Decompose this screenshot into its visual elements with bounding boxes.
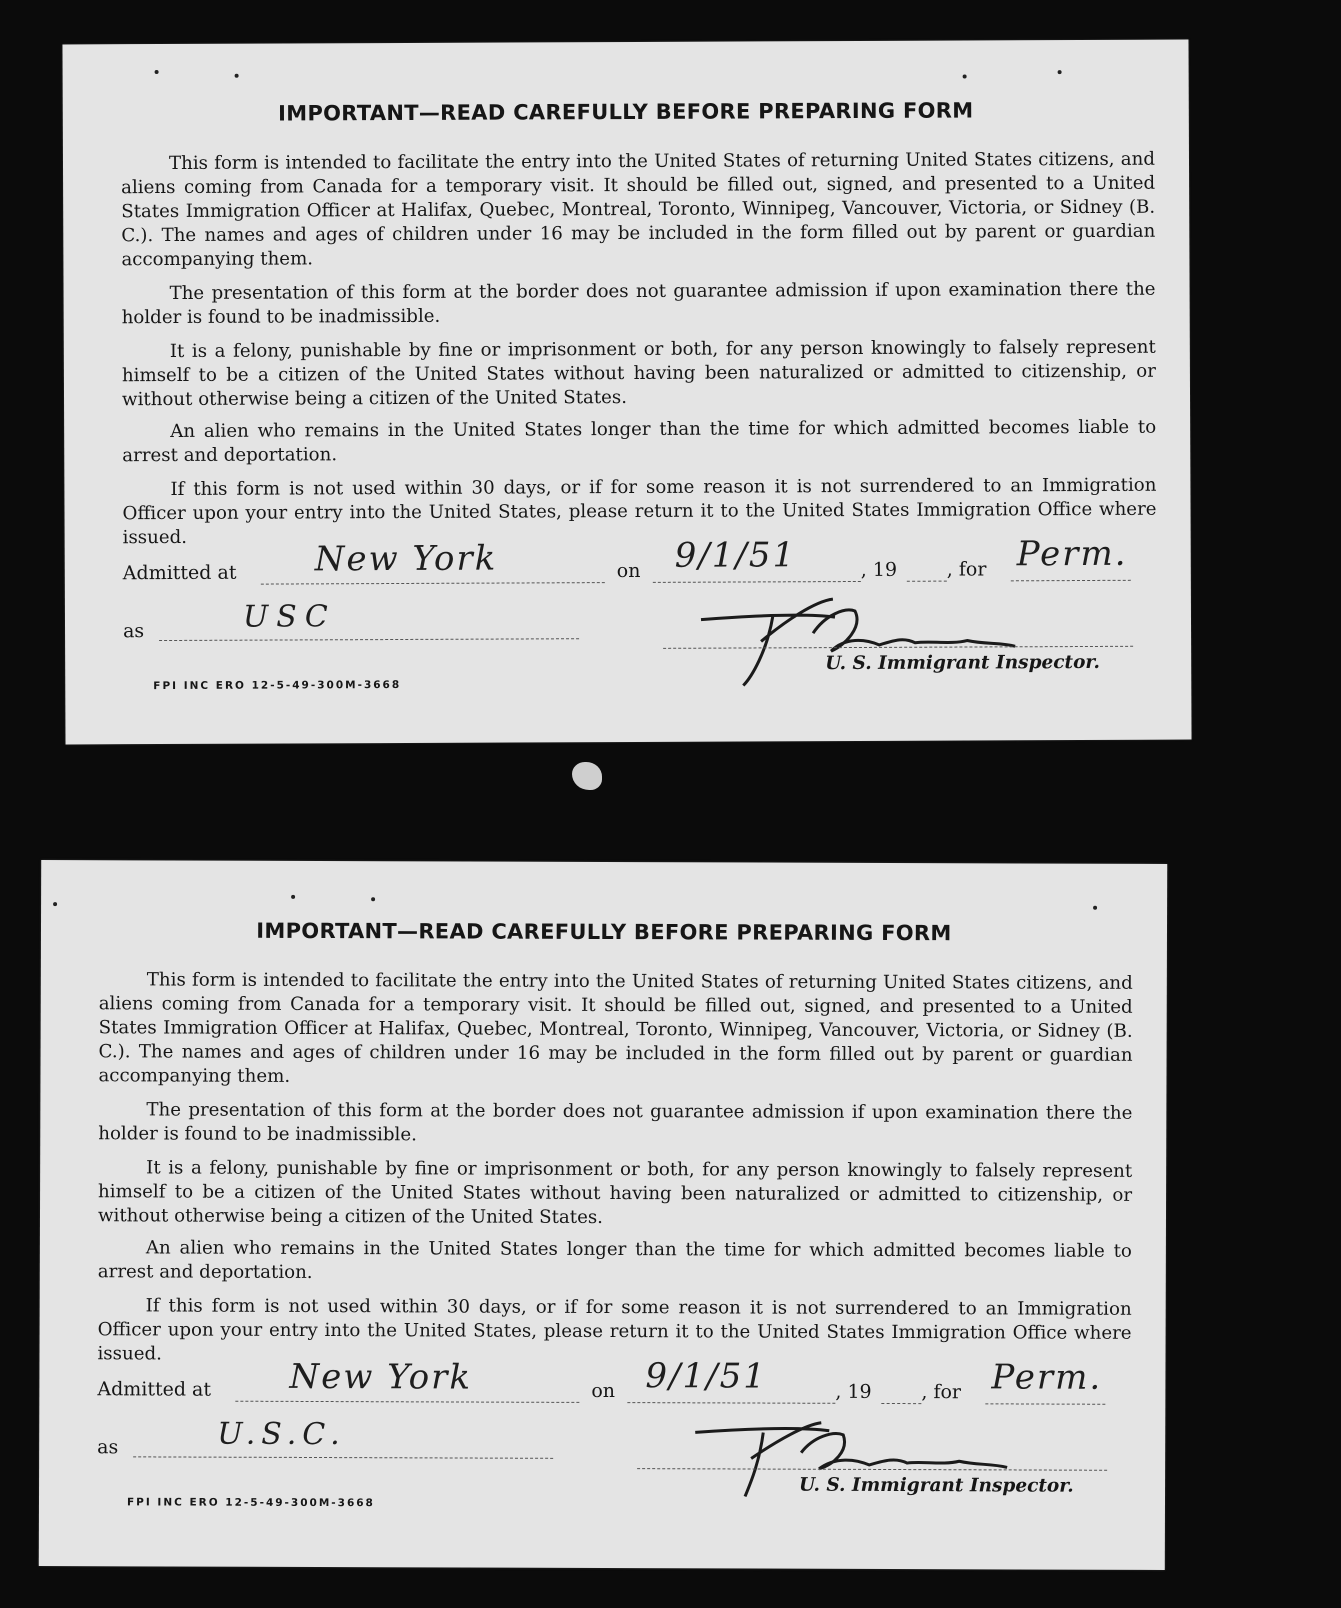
instruction-paragraph-2: The presentation of this form at the border does not guarantee admission if upon examination there the holder is found to be inadmissible. xyxy=(98,1099,1133,1146)
instruction-paragraph-4: An alien who remains in the United States longer than the time for which admitted becomes liable to arrest and deportation. xyxy=(122,416,1157,467)
admitted-at-line xyxy=(261,582,605,585)
admitted-at-label: Admitted at xyxy=(122,561,237,585)
on-label: on xyxy=(616,559,641,583)
handwritten-status: U.S.C. xyxy=(217,1416,346,1453)
instruction-paragraph-5: If this form is not used within 30 days, or if for some reason it is not surrendered to an Immigration Officer upon your entry into the United States, please return it to the United States Immigration Office where issued. xyxy=(97,1295,1132,1365)
admitted-at-label: Admitted at xyxy=(97,1378,212,1401)
instruction-paragraph-1: This form is intended to facilitate the entry into the United States of returning United States citizens, and aliens coming from Canada for a temporary visit. It should be filled out, signed, and presented to a United States Immigration Officer at Halifax, Quebec, Montreal, Toronto, Winnipeg, Vancouver, Victoria, or Sidney (B. C.). The names and ages of children under 16 may be included in the form filled out by parent or guardian accompanying them. xyxy=(98,969,1133,1087)
paper-fragment xyxy=(572,762,602,790)
as-label: as xyxy=(97,1436,119,1459)
handwritten-date: 9/1/51 xyxy=(674,535,797,576)
form-number: FPI INC ERO 12-5-49-300M-3668 xyxy=(126,1496,375,1510)
for-label: , for xyxy=(921,1381,962,1404)
handwritten-status: USC xyxy=(242,599,336,635)
form-number: FPI INC ERO 12-5-49-300M-3668 xyxy=(153,678,402,693)
handwritten-date: 9/1/51 xyxy=(645,1356,767,1397)
year-label: , 19 xyxy=(835,1380,872,1403)
instruction-paragraph-4: An alien who remains in the United States longer than the time for which admitted becomes liable to arrest and deportation. xyxy=(97,1237,1132,1283)
on-label: on xyxy=(591,1379,616,1403)
form-title: IMPORTANT—READ CAREFULLY BEFORE PREPARING FORM xyxy=(256,918,952,946)
handwritten-place: New York xyxy=(289,1356,473,1398)
inspector-signature xyxy=(689,1402,1049,1513)
handwritten-purpose: Perm. xyxy=(991,1357,1103,1398)
instruction-paragraph-1: This form is intended to facilitate the entry into the United States of returning United States citizens, and aliens coming from Canada for a temporary visit. It should be filled out, signed, and presented to a United States Immigration Officer at Halifax, Quebec, Montreal, Toronto, Winnipeg, Vancouver, Victoria, or Sidney (B. C.). The names and ages of children under 16 may be included in the form filled out by parent or guardian accompanying them. xyxy=(121,148,1156,271)
instruction-paragraph-3: It is a felony, punishable by fine or imprisonment or both, for any person knowingly to falsely represent himself to be a citizen of the United States without having been naturalized or admitted to citizenship, or without otherwise being a citizen of the United States. xyxy=(97,1157,1133,1228)
inspector-signature xyxy=(695,580,1055,692)
admission-form-card-1 xyxy=(62,40,1191,745)
handwritten-place: New York xyxy=(314,538,498,580)
inspector-label: U. S. Immigrant Inspector. xyxy=(825,651,1100,675)
admitted-at-line xyxy=(235,1401,579,1403)
form-title: IMPORTANT—READ CAREFULLY BEFORE PREPARING FORM xyxy=(278,98,974,126)
instruction-paragraph-3: It is a felony, punishable by fine or imprisonment or both, for any person knowingly to falsely represent himself to be a citizen of the United States without having been naturalized or admitted to citizenship, or without otherwise being a citizen of the United States. xyxy=(121,336,1156,411)
inspector-label: U. S. Immigrant Inspector. xyxy=(799,1474,1074,1497)
instruction-paragraph-2: The presentation of this form at the border does not guarantee admission if upon examination there the holder is found to be inadmissible. xyxy=(121,278,1156,329)
instruction-paragraph-5: If this form is not used within 30 days, or if for some reason it is not surrendered to an Immigration Officer upon your entry into the United States, please return it to the United States Immigration Office where issued. xyxy=(122,474,1157,549)
year-label: , 19 xyxy=(860,558,898,581)
as-line xyxy=(133,1456,553,1458)
as-line xyxy=(159,638,579,641)
as-label: as xyxy=(122,620,145,643)
for-label: , for xyxy=(946,558,987,581)
handwritten-purpose: Perm. xyxy=(1016,533,1128,575)
admission-form-card-2 xyxy=(39,860,1167,1570)
